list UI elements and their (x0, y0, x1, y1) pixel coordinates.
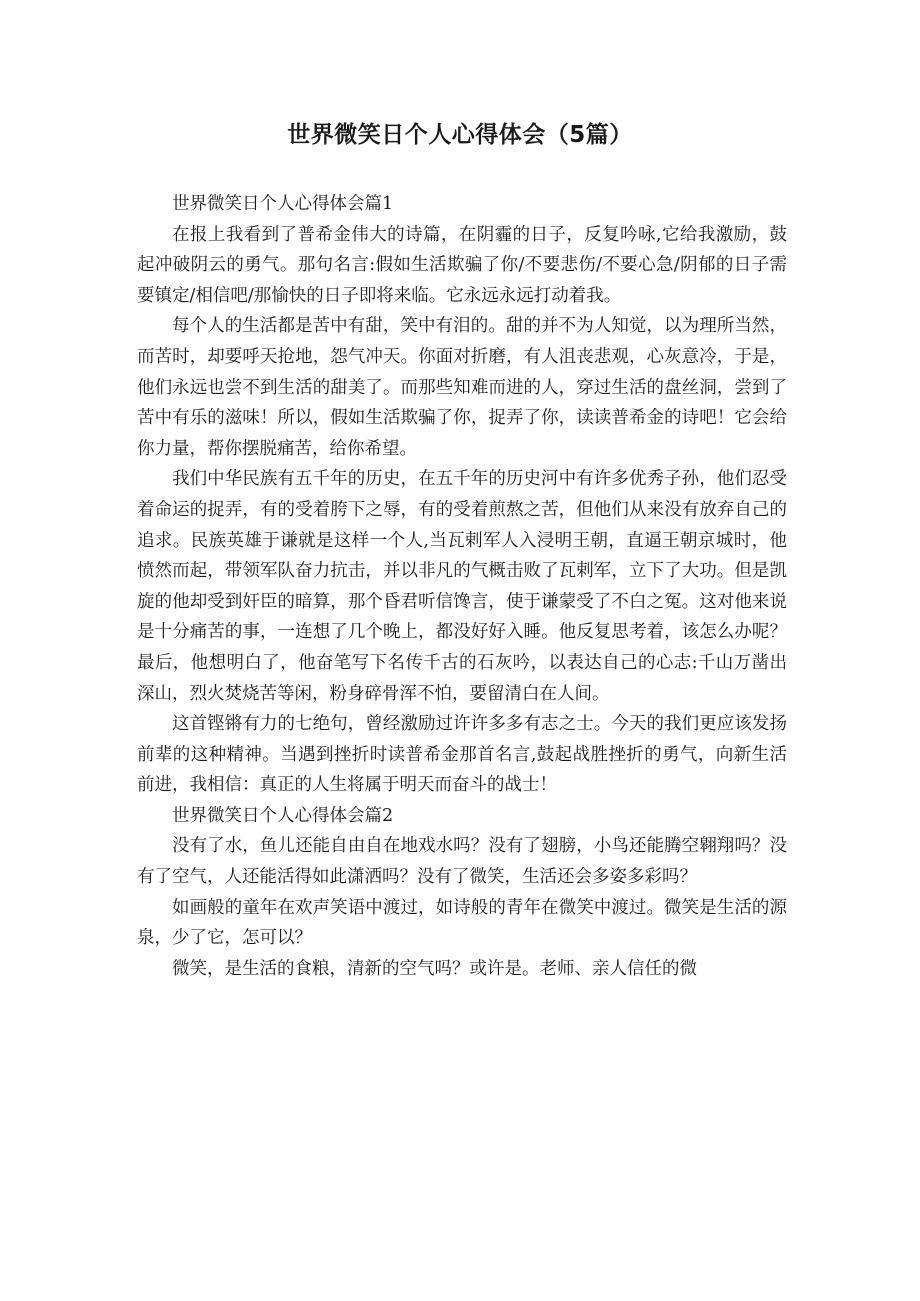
body-paragraph: 没有了水，鱼儿还能自由自在地戏水吗？没有了翅膀，小鸟还能腾空翱翔吗？没有了空气，人还能活得如此潇洒吗？没有了微笑，生活还会多姿多彩吗？ (137, 836, 787, 888)
section-heading-2: 世界微笑日个人心得体会篇2 (172, 805, 394, 826)
document-body (137, 189, 787, 984)
body-paragraph: 我们中华民族有五千年的历史，在五千年的历史河中有许多优秀子孙，他们忍受着命运的捉弄，有的受着胯下之辱，有的受着煎熬之苦，但他们从来没有放弃自己的追求。民族英雄于谦就是这样一个人,当瓦剌军人入浸明王朝，直逼王朝京城时，他愤然而起，带领军队奋力抗击，并以非凡的气概击败了瓦剌军，立下了大功。但是凯旋的他却受到奸臣的暗算，那个昏君听信馋言，使于谦蒙受了不白之冤。这对他来说是十分痛苦的事，一连想了几个晚上，都没好好入睡。他反复思考着，该怎么办呢？最后，他想明白了，他奋笔写下名传千古的石灰吟，以表达自己的心志:千山万凿出深山，烈火焚烧苦等闲，粉身碎骨浑不怕，要留清白在人间。 (137, 469, 787, 704)
body-paragraph: 在报上我看到了普希金伟大的诗篇，在阴霾的日子，反复吟咏,它给我激励，鼓起冲破阴云的勇气。那句名言:假如生活欺骗了你/不要悲伤/不要心急/阴郁的日子需要镇定/相信吧/那愉快的日子即将来临。它永远永远打动着我。 (137, 224, 787, 306)
body-paragraph: 这首铿锵有力的七绝句，曾经激励过许许多多有志之士。今天的我们更应该发扬前辈的这种精神。当遇到挫折时读普希金那首名言,鼓起战胜挫折的勇气，向新生活前进，我相信：真正的人生将属于明天而奋斗的战士！ (137, 714, 787, 796)
body-paragraph: 微笑，是生活的食粮，清新的空气吗？或许是。老师、亲人信任的微 (172, 958, 697, 979)
body-paragraph: 每个人的生活都是苦中有甜，笑中有泪的。甜的并不为人知觉，以为理所当然，而苦时，却要呼天抢地，怨气冲天。你面对折磨，有人沮丧悲观，心灰意冷，于是，他们永远也尝不到生活的甜美了。而那些知难而进的人，穿过生活的盘丝洞，尝到了苦中有乐的滋味！所以，假如生活欺骗了你，捉弄了你，读读普希金的诗吧！它会给你力量，帮你摆脱痛苦，给你希望。 (137, 316, 787, 459)
document-title: 世界微笑日个人心得体会（5篇） (287, 122, 633, 148)
section-heading-1: 世界微笑日个人心得体会篇1 (172, 194, 394, 214)
body-paragraph: 如画般的童年在欢声笑语中渡过，如诗般的青年在微笑中渡过。微笑是生活的源泉，少了它，怎可以？ (137, 897, 787, 949)
